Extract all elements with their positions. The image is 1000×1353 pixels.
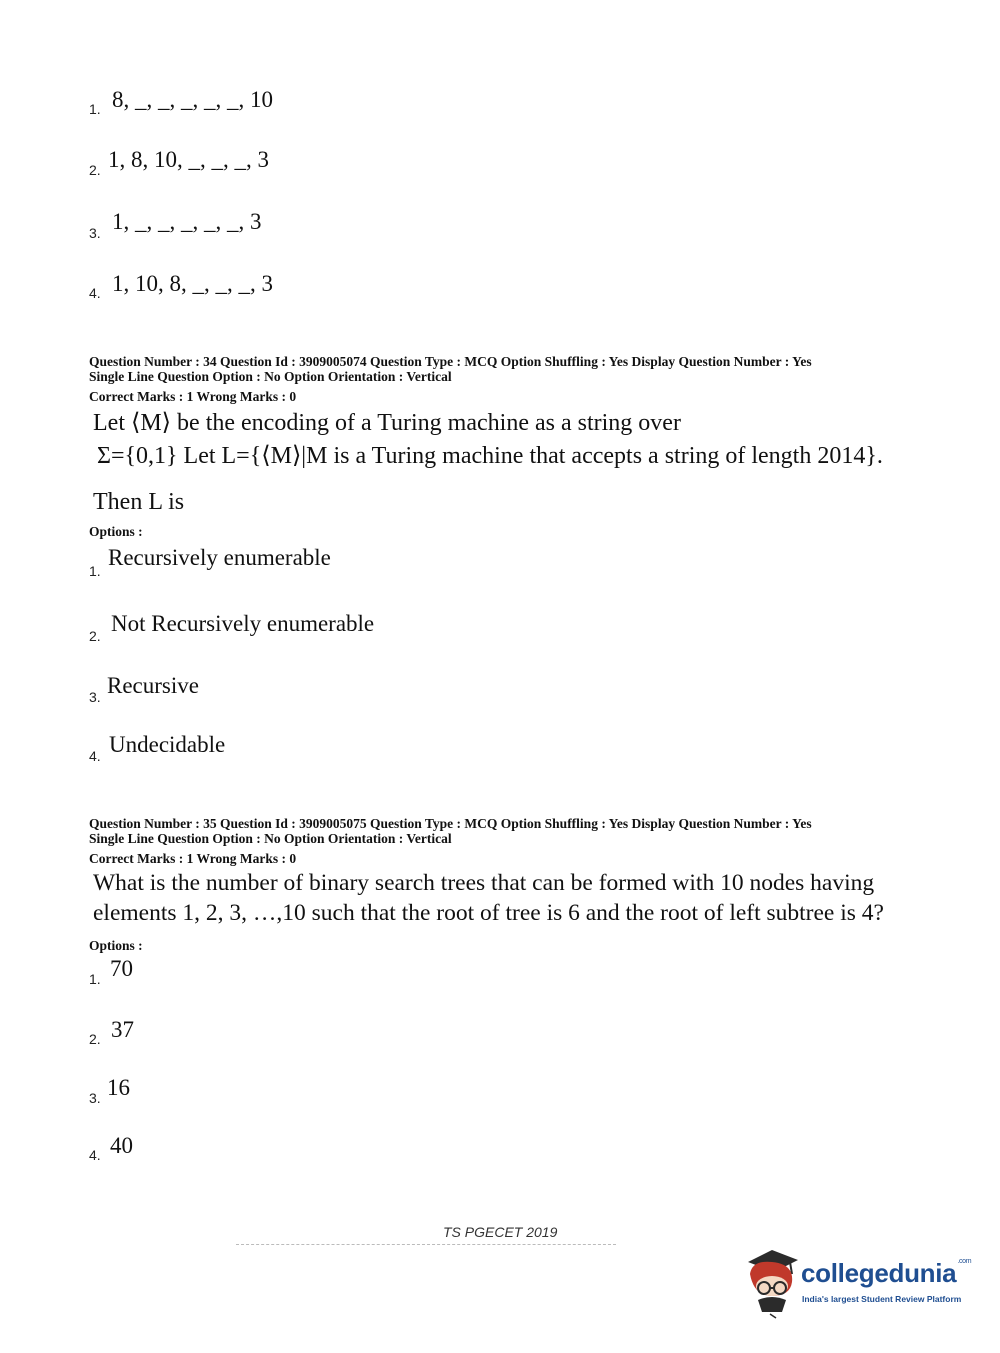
option-text: 40 — [110, 1133, 133, 1158]
option-number: 3. — [89, 689, 101, 705]
question-meta-line: Question Number : 34 Question Id : 3909005074 Question Type : MCQ Option Shuffling : Yes Display Question Number : Yes — [89, 354, 812, 369]
question-meta-line: Question Number : 35 Question Id : 3909005075 Question Type : MCQ Option Shuffling : Yes Display Question Number : Yes — [89, 816, 812, 831]
collegedunia-logo[interactable] — [742, 1244, 974, 1320]
option-text: Undecidable — [109, 732, 226, 757]
divider — [236, 1244, 616, 1245]
option-number: 4. — [89, 1147, 101, 1163]
option-text: 37 — [111, 1017, 134, 1042]
option-number: 2. — [89, 628, 101, 644]
logo-wordmark: collegedunia$^{.com}$ — [801, 1258, 972, 1288]
question-meta-line: Single Line Question Option : No Option Orientation : Vertical — [89, 369, 452, 384]
options-label: Options : — [89, 524, 143, 539]
option-text: 70 — [110, 956, 133, 981]
logo-tagline: India's largest Student Review Platform — [802, 1294, 962, 1304]
prev-option-number: 3. — [89, 225, 101, 241]
options-label: Options : — [89, 938, 143, 953]
option-text: Recursive — [107, 673, 199, 698]
option-text: Recursively enumerable — [108, 545, 331, 570]
question-marks: Correct Marks : 1 Wrong Marks : 0 — [89, 851, 297, 866]
question-text: elements 1, 2, 3, …,10 such that the root of tree is 6 and the root of left subtree is 4? — [93, 900, 884, 926]
prev-option-number: 1. — [89, 101, 101, 117]
prev-option-text: 1, 10, 8, _, _, _, 3 — [112, 271, 273, 296]
option-number: 3. — [89, 1090, 101, 1106]
option-number: 4. — [89, 748, 101, 764]
question-marks: Correct Marks : 1 Wrong Marks : 0 — [89, 389, 297, 404]
option-text: 16 — [107, 1075, 130, 1100]
question-text: Σ={0,1} Let L={⟨M⟩|M is a Turing machine that accepts a string of length 2014}. — [97, 443, 883, 469]
mascot-icon — [742, 1244, 800, 1320]
option-number: 2. — [89, 1031, 101, 1047]
question-meta-line: Single Line Question Option : No Option Orientation : Vertical — [89, 831, 452, 846]
question-text: Then L is — [93, 489, 185, 515]
prev-option-text: 1, _, _, _, _, _, 3 — [112, 209, 262, 234]
exam-footer: TS PGECET 2019 — [443, 1224, 558, 1240]
question-text: What is the number of binary search trees that can be formed with 10 nodes having — [93, 870, 875, 896]
prev-option-text: 1, 8, 10, _, _, _, 3 — [108, 147, 269, 172]
option-text: Not Recursively enumerable — [111, 611, 375, 636]
prev-option-number: 2. — [89, 162, 101, 178]
prev-option-number: 4. — [89, 285, 101, 301]
question-text: Let ⟨M⟩ be the encoding of a Turing machine as a string over — [93, 410, 681, 436]
prev-option-text: 8, _, _, _, _, _, 10 — [112, 87, 273, 112]
option-number: 1. — [89, 563, 101, 579]
option-number: 1. — [89, 971, 101, 987]
